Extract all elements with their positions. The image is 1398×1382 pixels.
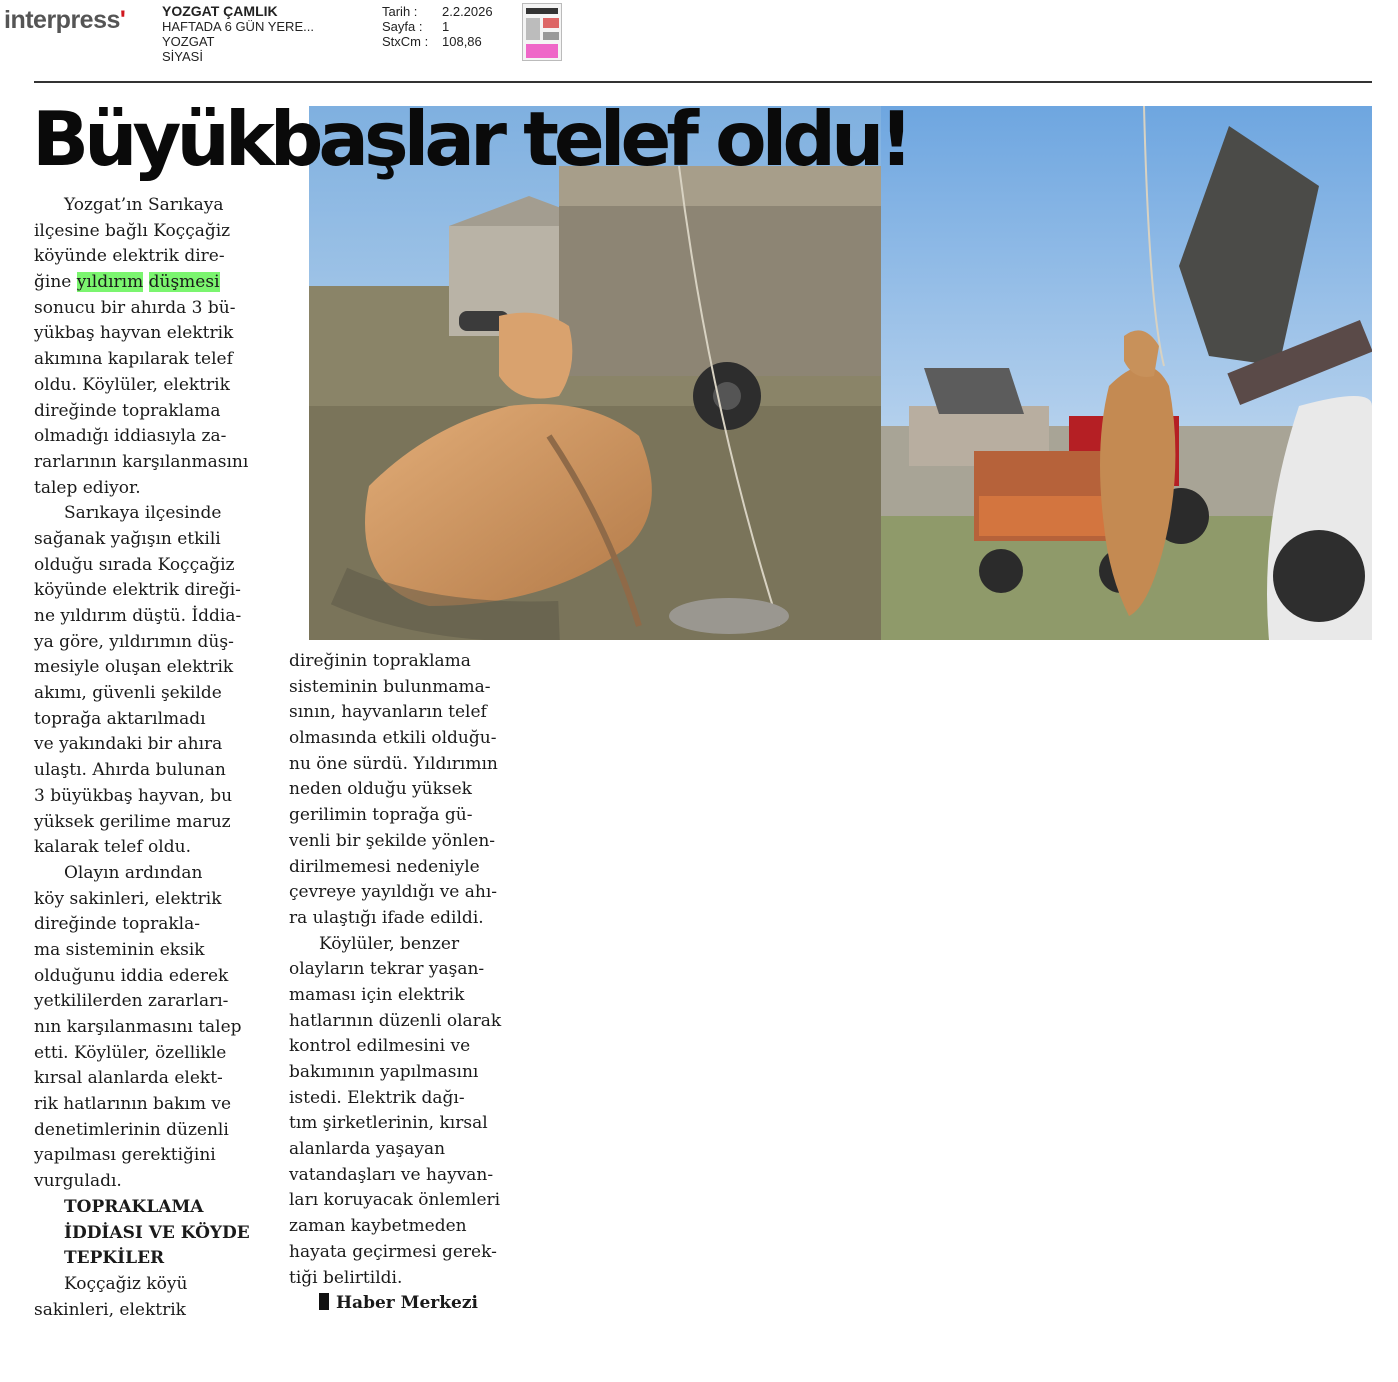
article-line: talep ediyor.	[34, 477, 141, 498]
photo-right-panel	[881, 106, 1372, 640]
article-line: Yozgat’ın Sarıkaya	[64, 195, 224, 215]
article-line: ya göre, yıldırımın düş-	[34, 631, 234, 652]
byline-text: Haber Merkezi	[336, 1293, 478, 1314]
article-column-1	[34, 193, 266, 1323]
article-line: ve yakındaki bir ahıra	[34, 734, 223, 755]
article-line: maması için elektrik	[289, 984, 465, 1005]
publication-info	[162, 4, 314, 64]
photo-left-panel	[309, 106, 881, 640]
article-line: direğinde topraklama	[34, 400, 221, 421]
article-line: akımı, güvenli şekilde	[34, 683, 222, 704]
date-label: Tarih :	[382, 4, 418, 19]
publication-frequency: HAFTADA 6 GÜN YERE...	[162, 19, 314, 34]
highlighted-keyword: düşmesi	[148, 272, 220, 293]
article-line: olayların tekrar yaşan-	[289, 959, 485, 980]
article-line: Sarıkaya ilçesinde	[64, 503, 222, 524]
article-line: hatlarının düzenli olarak	[289, 1010, 502, 1031]
article-line: olmadığı iddiasıyla za-	[34, 426, 227, 447]
article-line: yükbaş hayvan elektrik	[34, 323, 234, 344]
article-line: dirilmemesi nedeniyle	[289, 856, 480, 877]
publication-category: SİYASİ	[162, 49, 203, 64]
article-line: vatandaşları ve hayvan-	[289, 1164, 494, 1185]
article-line: Olayın ardından	[64, 862, 203, 883]
article-line: Köylüler, benzer	[319, 933, 460, 954]
article-line: ilçesine bağlı Koççağiz	[34, 220, 231, 241]
article-line: kontrol edilmesini ve	[289, 1036, 471, 1057]
article-subheading: İDDİASI VE KÖYDE	[64, 1222, 250, 1243]
article-line: 3 büyükbaş hayvan, bu	[34, 785, 233, 806]
article-line: olmasında etkili olduğu-	[289, 728, 497, 749]
article-headline: Büyükbaşlar telef oldu!	[32, 95, 909, 183]
article-line: sağanak yağışın etkili	[34, 528, 221, 549]
article-line: bakımının yapılmasını	[289, 1062, 479, 1082]
article-line: alanlarda yaşayan	[289, 1139, 446, 1160]
article-line: ları koruyacak önlemleri	[289, 1190, 501, 1211]
article-line: rik hatlarının bakım ve	[34, 1094, 232, 1115]
byline-marker-icon	[319, 1293, 329, 1310]
article-subheading: TEPKİLER	[64, 1248, 165, 1269]
article-line: ulaştı. Ahırda bulunan	[34, 760, 226, 781]
article-line: sakinleri, elektrik	[34, 1299, 186, 1320]
clipping-info	[382, 4, 493, 49]
article-line: rarlarının karşılanmasını	[34, 451, 249, 472]
article-line: olduğunu iddia ederek	[34, 965, 229, 986]
publication-city: YOZGAT	[162, 34, 215, 49]
article-line: tım şirketlerinin, kırsal	[289, 1113, 488, 1134]
header-divider	[34, 81, 1372, 83]
page-thumbnail[interactable]	[522, 3, 562, 61]
article-line: kırsal alanlarda elekt-	[34, 1068, 223, 1089]
stxcm-value: 108,86	[442, 34, 482, 49]
article-line: yüksek gerilime maruz	[34, 811, 231, 832]
publication-name: YOZGAT ÇAMLIK	[162, 3, 278, 19]
article-subheading: TOPRAKLAMA	[64, 1196, 204, 1217]
article-line: denetimlerinin düzenli	[34, 1119, 229, 1140]
article-line: istedi. Elektrik dağı-	[289, 1087, 465, 1108]
interpress-logo: interpress'	[4, 6, 126, 34]
article-line: toprağa aktarılmadı	[34, 708, 206, 729]
article-line: kalarak telef oldu.	[34, 837, 191, 858]
logo-mark: '	[119, 6, 126, 34]
article-line: köyünde elektrik direği-	[34, 580, 241, 601]
page-label: Sayfa :	[382, 19, 423, 34]
article-line: yetkililerden zararları-	[34, 991, 229, 1012]
article-line: direğinin topraklama	[289, 651, 471, 671]
article-line: etti. Köylüler, özellikle	[34, 1042, 227, 1063]
stxcm-label: StxCm :	[382, 34, 429, 49]
article-line: tiği belirtildi.	[289, 1267, 403, 1288]
date-value: 2.2.2026	[442, 4, 493, 19]
article-line: mesiyle oluşan elektrik	[34, 657, 234, 678]
article-line: nın karşılanmasını talep	[34, 1017, 242, 1037]
article-line: sının, hayvanların telef	[289, 702, 487, 723]
article-line: gerilimin toprağa gü-	[289, 805, 473, 826]
page-value: 1	[442, 19, 450, 34]
article-line: nu öne sürdü. Yıldırımın	[289, 753, 498, 774]
highlighted-keyword: yıldırım	[76, 272, 144, 293]
article-line: köyünde elektrik dire-	[34, 246, 225, 267]
article-line: yapılması gerektiğini	[34, 1145, 216, 1166]
article-line: Koççağiz köyü	[64, 1273, 188, 1294]
article-line: ma sisteminin eksik	[34, 939, 205, 960]
article-line-highlighted: ğine yıldırım düşmesi	[34, 272, 220, 293]
news-photo	[309, 106, 1372, 640]
article-line: oldu. Köylüler, elektrik	[34, 374, 230, 395]
article-line: vurguladı.	[34, 1171, 122, 1192]
article-line: hayata geçirmesi gerek-	[289, 1241, 497, 1262]
article-line: neden olduğu yüksek	[289, 779, 472, 800]
article-line: sisteminin bulunmama-	[289, 676, 491, 697]
article-line: sonucu bir ahırda 3 bü-	[34, 297, 236, 318]
article-line: çevreye yayıldığı ve ahı-	[289, 882, 498, 903]
article-line: köy sakinleri, elektrik	[34, 888, 222, 909]
article-column-2	[289, 649, 521, 1317]
article-line: zaman kaybetmeden	[289, 1216, 467, 1237]
article-line: ne yıldırım düştü. İddia-	[34, 606, 242, 626]
article-line: venli bir şekilde yönlen-	[289, 830, 496, 851]
article-line: direğinde toprakla-	[34, 914, 200, 935]
article-line: olduğu sırada Koççağiz	[34, 554, 235, 575]
article-line: akımına kapılarak telef	[34, 349, 233, 370]
article-line: ra ulaştığı ifade edildi.	[289, 907, 484, 928]
article-byline	[289, 1291, 521, 1317]
